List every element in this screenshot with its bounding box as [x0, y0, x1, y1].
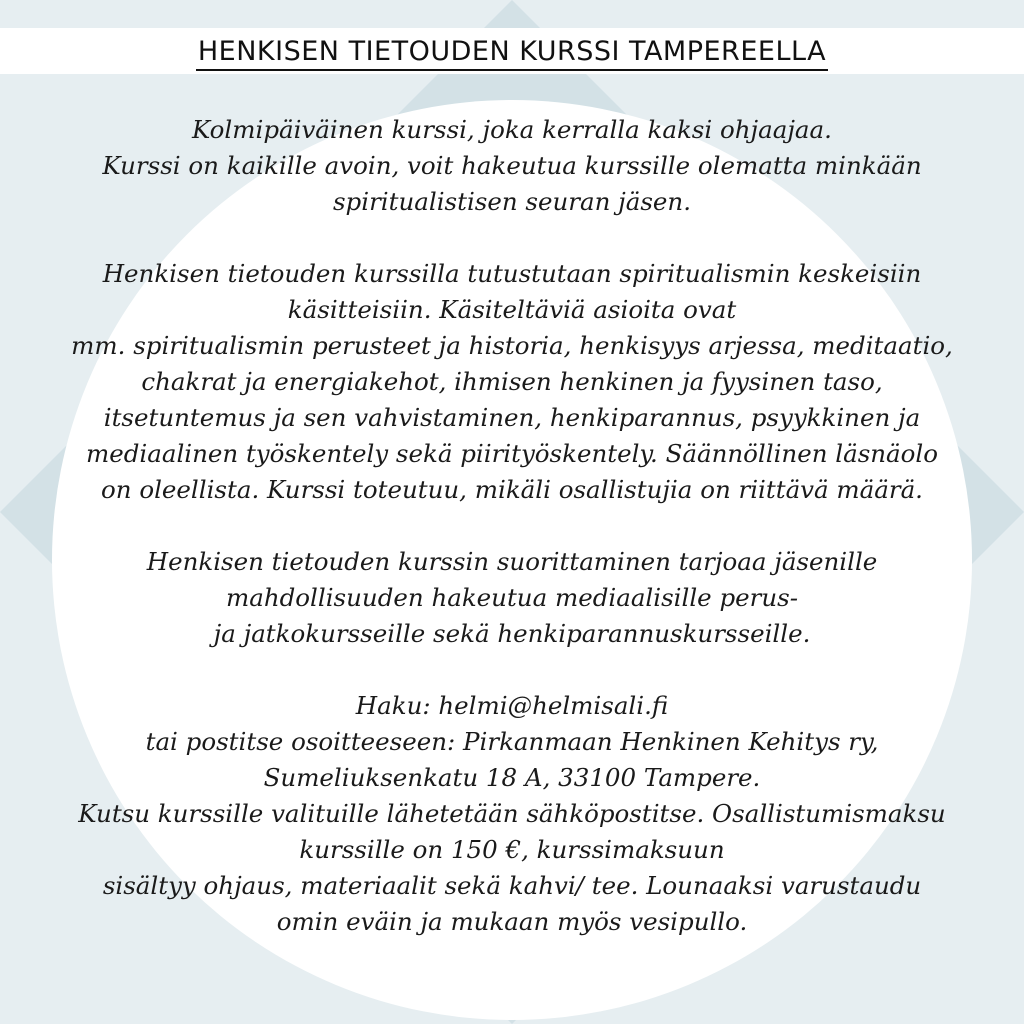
text-line: Henkisen tietouden kurssin suorittaminen tarjoaa jäsenille: [146, 547, 878, 576]
text-line: on oleellista. Kurssi toteutuu, mikäli osallistujia on riittävä määrä.: [101, 475, 923, 504]
paragraph-content: [20, 256, 1004, 508]
paragraph-intro: [20, 112, 1004, 220]
text-line: Kolmipäiväinen kurssi, joka kerralla kaksi ohjaajaa.: [192, 115, 832, 144]
text-line: Sumeliuksenkatu 18 A, 33100 Tampere.: [263, 763, 761, 792]
page-title: [0, 36, 1024, 67]
text-line: Henkisen tietouden kurssilla tutustutaan spiritualismin keskeisiin: [102, 259, 922, 288]
text-line: käsitteisiin. Käsiteltäviä asioita ovat: [287, 295, 737, 324]
text-line: itsetuntemus ja sen vahvistaminen, henkiparannus, psyykkinen ja: [103, 403, 921, 432]
text-line: mediaalinen työskentely sekä piirityöskentely. Säännöllinen läsnäolo: [85, 439, 938, 468]
text-line: omin eväin ja mukaan myös vesipullo.: [276, 907, 748, 936]
text-line: mahdollisuuden hakeutua mediaalisille perus-: [226, 583, 798, 612]
text-line: Kutsu kurssille valituille lähetetään sähköpostitse. Osallistumismaksu: [78, 799, 946, 828]
body-text: [20, 112, 1004, 940]
text-line: kurssille on 150 €, kurssimaksuun: [299, 835, 725, 864]
text-line: ja jatkokursseille sekä henkiparannuskursseille.: [213, 619, 811, 648]
text-line: spiritualistisen seuran jäsen.: [332, 187, 691, 216]
paragraph-application: [20, 688, 1004, 940]
paragraph-benefits: [20, 544, 1004, 652]
page-title-text: HENKISEN TIETOUDEN KURSSI TAMPEREELLA: [196, 36, 828, 71]
text-line: Kurssi on kaikille avoin, voit hakeutua kurssille olematta minkään: [102, 151, 922, 180]
text-line: Haku: helmi@helmisali.fi: [355, 691, 669, 720]
text-line: mm. spiritualismin perusteet ja historia, henkisyys arjessa, meditaatio,: [71, 331, 953, 360]
text-line: sisältyy ohjaus, materiaalit sekä kahvi/ tee. Lounaaksi varustaudu: [102, 871, 922, 900]
text-line: chakrat ja energiakehot, ihmisen henkinen ja fyysinen taso,: [141, 367, 883, 396]
text-line: tai postitse osoitteeseen: Pirkanmaan Henkinen Kehitys ry,: [145, 727, 879, 756]
